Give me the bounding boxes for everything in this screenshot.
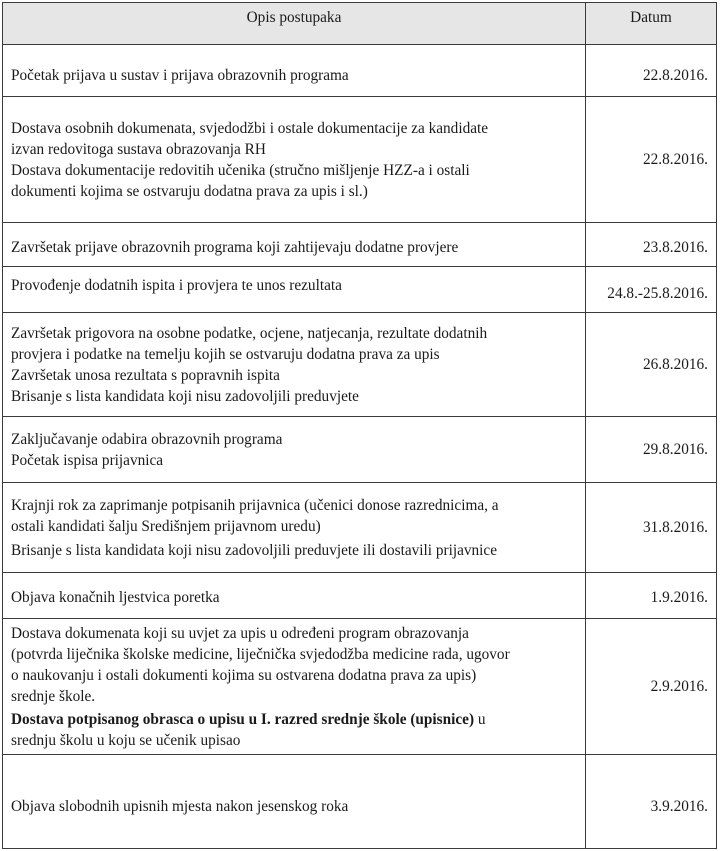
table-row <box>3 45 717 97</box>
row-line: Završetak prijave obrazovnih programa koji zahtijevaju dodatne provjere <box>11 239 459 256</box>
table-row <box>3 313 717 417</box>
row-date: 26.8.2016. <box>586 313 717 417</box>
row-line: Objava slobodnih upisnih mjesta nakon jesenskog roka <box>11 798 349 815</box>
row-line: o naukovanju i ostali dokumenti kojima su ostvarena dodatna prava za upis) <box>11 666 477 684</box>
row-date: 2.9.2016. <box>586 619 717 755</box>
row-bold-text: Dostava potpisanog obrasca o upisu u I. razred srednje škole (upisnice) <box>11 710 475 728</box>
row-line: Objava konačnih ljestvica poretka <box>11 589 220 606</box>
row-line-rest: u <box>474 710 486 728</box>
row-date: 22.8.2016. <box>586 45 717 97</box>
table-row <box>3 573 717 619</box>
row-line: Završetak unosa rezultata s popravnih ispita <box>11 366 280 384</box>
row-description <box>3 483 586 573</box>
table-header-row <box>3 3 717 45</box>
row-line: ostali kandidati šalju Središnjem prijavnom uredu) <box>11 517 321 535</box>
table-row <box>3 267 717 313</box>
table-row <box>3 755 717 849</box>
row-line: Brisanje s lista kandidata koji nisu zadovoljili preduvjete <box>11 387 359 405</box>
header-description: Opis postupaka <box>3 3 586 45</box>
row-description <box>3 573 586 619</box>
row-line: Krajnji rok za zaprimanje potpisanih prijavnica (učenici donose razrednicima, a <box>11 496 499 514</box>
row-line: dokumenti kojima se ostvaruju dodatna prava za upis i sl.) <box>11 182 368 200</box>
row-line: Početak prijava u sustav i prijava obrazovnih programa <box>11 67 349 84</box>
row-line: Dostava dokumentacije redovitih učenika (stručno mišljenje HZZ-a i ostali <box>11 161 470 179</box>
row-line: srednje škole. <box>11 687 96 705</box>
row-description <box>3 223 586 267</box>
header-date: Datum <box>586 3 717 45</box>
row-date: 22.8.2016. <box>586 97 717 223</box>
schedule-table <box>2 2 717 849</box>
table-row <box>3 417 717 483</box>
row-line: provjera i podatke na temelju kojih se ostvaruju dodatna prava za upis <box>11 345 440 363</box>
row-description <box>3 45 586 97</box>
row-line: Dostava dokumenata koji su uvjet za upis u određeni program obrazovanja <box>11 624 469 642</box>
row-line: Dostava osobnih dokumenata, svjedodžbi i ostale dokumentacije za kandidate <box>11 119 489 137</box>
table-row <box>3 619 717 755</box>
row-date: 24.8.-25.8.2016. <box>586 267 717 313</box>
row-date: 23.8.2016. <box>586 223 717 267</box>
table-row <box>3 483 717 573</box>
row-description <box>3 619 586 755</box>
row-description <box>3 755 586 849</box>
row-line <box>11 709 577 730</box>
row-line: Završetak prigovora na osobne podatke, ocjene, natjecanja, rezultate dodatnih <box>11 324 488 342</box>
table-row <box>3 223 717 267</box>
row-date: 29.8.2016. <box>586 417 717 483</box>
row-date: 1.9.2016. <box>586 573 717 619</box>
row-line: (potvrda liječnika školske medicine, liječnička svjedodžba medicine rada, ugovor <box>11 645 510 663</box>
row-description <box>3 267 586 313</box>
row-description <box>3 97 586 223</box>
row-date: 31.8.2016. <box>586 483 717 573</box>
row-line: izvan redovitoga sustava obrazovanja RH <box>11 140 266 158</box>
table-row <box>3 97 717 223</box>
row-description <box>3 313 586 417</box>
row-line: srednju školu u koju se učenik upisao <box>11 731 241 749</box>
row-date: 3.9.2016. <box>586 755 717 849</box>
row-line: Početak ispisa prijavnica <box>11 451 164 469</box>
row-description <box>3 417 586 483</box>
row-line: Brisanje s lista kandidata koji nisu zadovoljili preduvjete ili dostavili prijavnice <box>11 541 497 559</box>
row-line: Zaključavanje odabira obrazovnih programa <box>11 430 283 448</box>
row-line: Provođenje dodatnih ispita i provjera te unos rezultata <box>11 277 342 294</box>
